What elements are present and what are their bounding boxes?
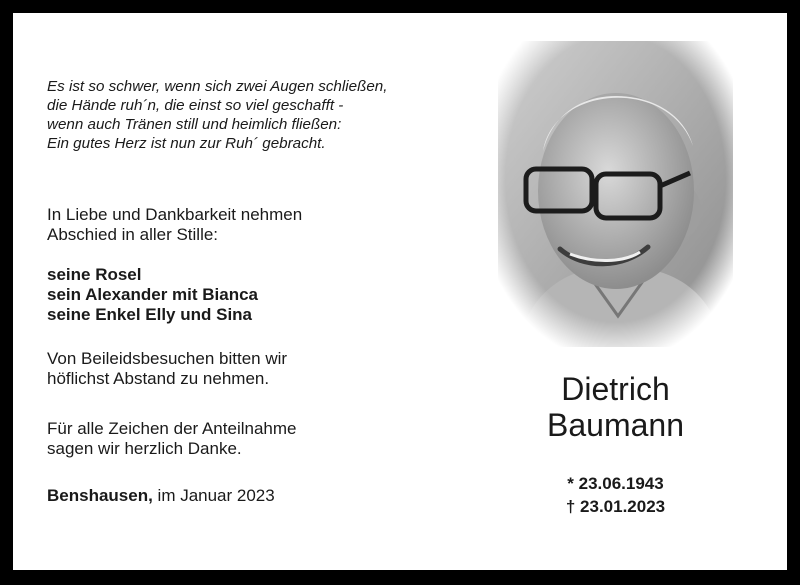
first-name: Dietrich <box>561 371 670 407</box>
poem-line: Ein gutes Herz ist nun zur Ruh´ gebracht. <box>47 135 326 152</box>
deceased-name <box>503 371 728 443</box>
obituary-card <box>13 13 787 570</box>
farewell-line: Abschied in aller Stille: <box>47 225 219 244</box>
life-dates <box>503 472 728 518</box>
death-date: † 23.01.2023 <box>565 497 666 516</box>
poem-line: Es ist so schwer, wenn sich zwei Augen schließen, <box>47 78 388 95</box>
poem <box>47 77 387 153</box>
visits-note <box>47 349 287 389</box>
thanks-line: Für alle Zeichen der Anteilnahme <box>47 419 297 438</box>
visits-line: höflichst Abstand zu nehmen. <box>47 369 270 388</box>
last-name: Baumann <box>547 407 684 443</box>
portrait-photo <box>498 41 733 347</box>
farewell-line: In Liebe und Dankbarkeit nehmen <box>47 205 303 224</box>
thanks-note <box>47 419 296 459</box>
mourner: sein Alexander mit Bianca <box>47 285 259 304</box>
thanks-line: sagen wir herzlich Danke. <box>47 439 242 458</box>
place-date <box>47 486 275 506</box>
mourner: seine Enkel Elly und Sina <box>47 305 253 324</box>
portrait-illustration <box>498 41 733 347</box>
farewell-text <box>47 205 302 245</box>
place-month: im Januar 2023 <box>152 486 275 505</box>
visits-line: Von Beileidsbesuchen bitten wir <box>47 349 288 368</box>
poem-line: die Hände ruh´n, die einst so viel geschafft - <box>47 97 344 114</box>
mourner: seine Rosel <box>47 265 142 284</box>
place-city: Benshausen, <box>47 486 153 505</box>
birth-date: * 23.06.1943 <box>567 474 664 493</box>
poem-line: wenn auch Tränen still und heimlich fließen: <box>47 116 342 133</box>
mourners-list <box>47 265 258 325</box>
